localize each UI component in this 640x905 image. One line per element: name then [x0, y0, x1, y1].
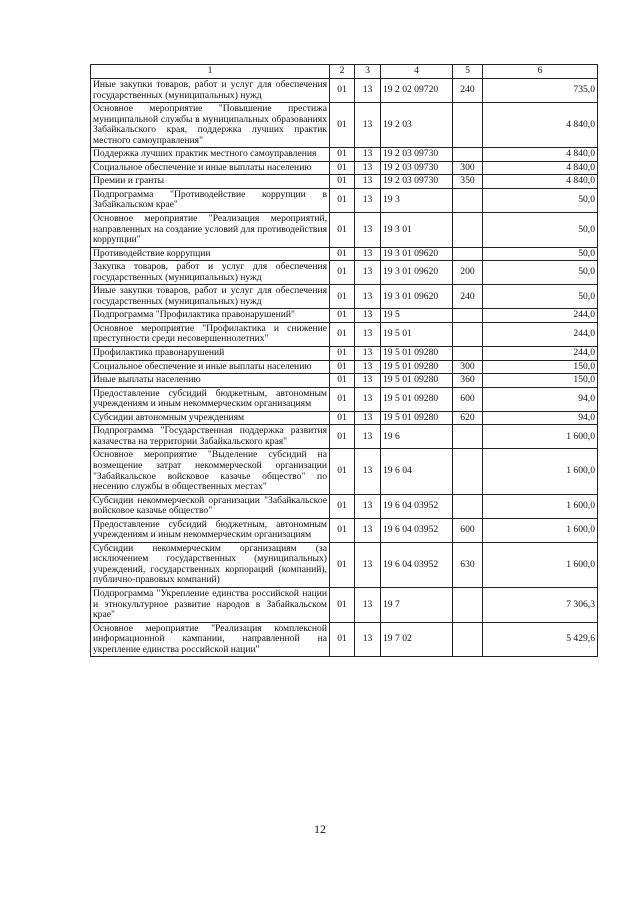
header-cell: 3 — [355, 65, 381, 79]
expense-type-cell: 300 — [453, 161, 483, 175]
amount-cell: 7 306,3 — [483, 587, 598, 622]
amount-cell: 50,0 — [483, 188, 598, 212]
row-name-cell: Подпрограмма "Государственная поддержка развития казачества на территории Забайкальского края" — [91, 425, 330, 449]
expense-type-cell — [453, 188, 483, 212]
target-article-cell: 19 7 02 — [381, 622, 453, 657]
target-article-cell: 19 2 02 09720 — [381, 79, 453, 103]
table-row — [91, 79, 598, 103]
section-cell: 01 — [330, 374, 355, 388]
expense-type-cell — [453, 449, 483, 494]
target-article-cell: 19 2 03 09730 — [381, 148, 453, 162]
expense-type-cell: 600 — [453, 518, 483, 542]
target-article-cell: 19 5 01 09280 — [381, 360, 453, 374]
amount-cell: 244,0 — [483, 347, 598, 361]
row-name-cell: Предоставление субсидий бюджетным, автономным учреждениям и иным некоммерческим организациям — [91, 518, 330, 542]
table-row — [91, 322, 598, 346]
subsection-cell: 13 — [355, 285, 381, 309]
expense-type-cell — [453, 494, 483, 518]
amount-cell: 4 840,0 — [483, 148, 598, 162]
amount-cell: 1 600,0 — [483, 518, 598, 542]
subsection-cell: 13 — [355, 148, 381, 162]
expense-type-cell — [453, 425, 483, 449]
row-name-cell: Социальное обеспечение и иные выплаты населению — [91, 360, 330, 374]
expense-type-cell — [453, 148, 483, 162]
table-row — [91, 188, 598, 212]
target-article-cell: 19 2 03 09730 — [381, 161, 453, 175]
target-article-cell: 19 2 03 — [381, 103, 453, 148]
header-cell: 4 — [381, 65, 453, 79]
section-cell: 01 — [330, 542, 355, 587]
subsection-cell: 13 — [355, 360, 381, 374]
expense-type-cell — [453, 347, 483, 361]
target-article-cell: 19 5 01 09280 — [381, 387, 453, 411]
expense-type-cell — [453, 247, 483, 261]
target-article-cell: 19 2 03 09730 — [381, 175, 453, 189]
section-cell: 01 — [330, 387, 355, 411]
target-article-cell: 19 6 04 03952 — [381, 494, 453, 518]
expense-type-cell — [453, 587, 483, 622]
row-name-cell: Подпрограмма "Укрепление единства российской нации и этнокультурное развитие народов в Забайкальском крае" — [91, 587, 330, 622]
section-cell: 01 — [330, 411, 355, 425]
section-cell: 01 — [330, 161, 355, 175]
expense-type-cell — [453, 622, 483, 657]
amount-cell: 94,0 — [483, 411, 598, 425]
row-name-cell: Противодействие коррупции — [91, 247, 330, 261]
row-name-cell: Иные закупки товаров, работ и услуг для обеспечения государственных (муниципальных) нужд — [91, 285, 330, 309]
section-cell: 01 — [330, 175, 355, 189]
subsection-cell: 13 — [355, 175, 381, 189]
amount-cell: 5 429,6 — [483, 622, 598, 657]
target-article-cell: 19 5 01 09280 — [381, 347, 453, 361]
subsection-cell: 13 — [355, 213, 381, 248]
row-name-cell: Субсидии некоммерческим организациям (за исключением государственных (муниципальных) учреждений, государственных корпораций (компаний), публично-правовых компаний) — [91, 542, 330, 587]
subsection-cell: 13 — [355, 374, 381, 388]
header-cell: 1 — [91, 65, 330, 79]
amount-cell: 1 600,0 — [483, 494, 598, 518]
target-article-cell: 19 3 01 09620 — [381, 261, 453, 285]
target-article-cell: 19 5 01 — [381, 322, 453, 346]
row-name-cell: Подпрограмма "Противодействие коррупции в Забайкальском крае" — [91, 188, 330, 212]
page-number: 12 — [314, 822, 326, 836]
amount-cell: 244,0 — [483, 322, 598, 346]
row-name-cell: Основное мероприятие "Выделение субсидий на возмещение затрат некоммерческой организации "Забайкальское войсковое казачье общество" по несению службы в общественных местах" — [91, 449, 330, 494]
subsection-cell: 13 — [355, 587, 381, 622]
expense-type-cell: 620 — [453, 411, 483, 425]
row-name-cell: Закупка товаров, работ и услуг для обеспечения государственных (муниципальных) нужд — [91, 261, 330, 285]
row-name-cell: Субсидии некоммерческой организации "Забайкальское войсковое казачье общество" — [91, 494, 330, 518]
amount-cell: 735,0 — [483, 79, 598, 103]
table-body — [91, 79, 598, 657]
row-name-cell: Социальное обеспечение и иные выплаты населению — [91, 161, 330, 175]
section-cell: 01 — [330, 322, 355, 346]
budget-table — [90, 64, 598, 657]
row-name-cell: Основное мероприятие "Повышение престижа муниципальной службы в муниципальных образованиях Забайкальского края, поддержка лучших практик местного самоуправления" — [91, 103, 330, 148]
subsection-cell: 13 — [355, 411, 381, 425]
amount-cell: 50,0 — [483, 213, 598, 248]
subsection-cell: 13 — [355, 425, 381, 449]
amount-cell: 4 840,0 — [483, 103, 598, 148]
table-row — [91, 411, 598, 425]
section-cell: 01 — [330, 494, 355, 518]
target-article-cell: 19 6 04 03952 — [381, 542, 453, 587]
subsection-cell: 13 — [355, 494, 381, 518]
subsection-cell: 13 — [355, 161, 381, 175]
amount-cell: 1 600,0 — [483, 542, 598, 587]
subsection-cell: 13 — [355, 622, 381, 657]
target-article-cell: 19 5 — [381, 309, 453, 323]
subsection-cell: 13 — [355, 322, 381, 346]
row-name-cell: Профилактика правонарушений — [91, 347, 330, 361]
section-cell: 01 — [330, 148, 355, 162]
section-cell: 01 — [330, 103, 355, 148]
subsection-cell: 13 — [355, 79, 381, 103]
table-row — [91, 360, 598, 374]
section-cell: 01 — [330, 247, 355, 261]
section-cell: 01 — [330, 518, 355, 542]
expense-type-cell — [453, 103, 483, 148]
table-row — [91, 449, 598, 494]
table-row — [91, 518, 598, 542]
row-name-cell: Иные закупки товаров, работ и услуг для обеспечения государственных (муниципальных) нужд — [91, 79, 330, 103]
subsection-cell: 13 — [355, 542, 381, 587]
section-cell: 01 — [330, 188, 355, 212]
row-name-cell: Предоставление субсидий бюджетным, автономным учреждениям и иным некоммерческим организациям — [91, 387, 330, 411]
amount-cell: 4 840,0 — [483, 161, 598, 175]
subsection-cell: 13 — [355, 188, 381, 212]
amount-cell: 1 600,0 — [483, 425, 598, 449]
row-name-cell: Основное мероприятие "Реализация мероприятий, направленных на создание условий для противодействия коррупции" — [91, 213, 330, 248]
section-cell: 01 — [330, 261, 355, 285]
header-cell: 6 — [483, 65, 598, 79]
expense-type-cell: 350 — [453, 175, 483, 189]
row-name-cell: Основное мероприятие "Профилактика и снижение преступности среди несовершеннолетних" — [91, 322, 330, 346]
table-header-row — [91, 65, 598, 79]
section-cell: 01 — [330, 425, 355, 449]
table-row — [91, 148, 598, 162]
table-row — [91, 161, 598, 175]
expense-type-cell — [453, 309, 483, 323]
subsection-cell: 13 — [355, 387, 381, 411]
target-article-cell: 19 3 — [381, 188, 453, 212]
table-row — [91, 103, 598, 148]
table-row — [91, 247, 598, 261]
table-row — [91, 347, 598, 361]
table-row — [91, 175, 598, 189]
table-row — [91, 622, 598, 657]
target-article-cell: 19 3 01 — [381, 213, 453, 248]
expense-type-cell: 360 — [453, 374, 483, 388]
expense-type-cell: 240 — [453, 285, 483, 309]
header-cell: 2 — [330, 65, 355, 79]
target-article-cell: 19 6 04 03952 — [381, 518, 453, 542]
expense-type-cell: 240 — [453, 79, 483, 103]
section-cell: 01 — [330, 360, 355, 374]
subsection-cell: 13 — [355, 449, 381, 494]
subsection-cell: 13 — [355, 518, 381, 542]
table-row — [91, 261, 598, 285]
expense-type-cell: 630 — [453, 542, 483, 587]
target-article-cell: 19 6 04 — [381, 449, 453, 494]
target-article-cell: 19 3 01 09620 — [381, 285, 453, 309]
amount-cell: 150,0 — [483, 360, 598, 374]
row-name-cell: Субсидии автономным учреждениям — [91, 411, 330, 425]
table-row — [91, 309, 598, 323]
table-row — [91, 285, 598, 309]
section-cell: 01 — [330, 285, 355, 309]
section-cell: 01 — [330, 79, 355, 103]
amount-cell: 50,0 — [483, 247, 598, 261]
amount-cell: 150,0 — [483, 374, 598, 388]
expense-type-cell — [453, 213, 483, 248]
section-cell: 01 — [330, 622, 355, 657]
target-article-cell: 19 6 — [381, 425, 453, 449]
target-article-cell: 19 7 — [381, 587, 453, 622]
subsection-cell: 13 — [355, 247, 381, 261]
section-cell: 01 — [330, 449, 355, 494]
amount-cell: 50,0 — [483, 261, 598, 285]
table-row — [91, 587, 598, 622]
subsection-cell: 13 — [355, 103, 381, 148]
header-cell: 5 — [453, 65, 483, 79]
amount-cell: 244,0 — [483, 309, 598, 323]
row-name-cell: Подпрограмма "Профилактика правонарушений" — [91, 309, 330, 323]
section-cell: 01 — [330, 587, 355, 622]
amount-cell: 50,0 — [483, 285, 598, 309]
expense-type-cell — [453, 322, 483, 346]
target-article-cell: 19 3 01 09620 — [381, 247, 453, 261]
subsection-cell: 13 — [355, 309, 381, 323]
amount-cell: 94,0 — [483, 387, 598, 411]
section-cell: 01 — [330, 213, 355, 248]
table-row — [91, 387, 598, 411]
table-row — [91, 425, 598, 449]
row-name-cell: Основное мероприятие "Реализация комплексной информационной кампании, направленной на укрепление единства российской нации" — [91, 622, 330, 657]
table-row — [91, 494, 598, 518]
subsection-cell: 13 — [355, 261, 381, 285]
row-name-cell: Премии и гранты — [91, 175, 330, 189]
section-cell: 01 — [330, 309, 355, 323]
row-name-cell: Иные выплаты населению — [91, 374, 330, 388]
amount-cell: 4 840,0 — [483, 175, 598, 189]
target-article-cell: 19 5 01 09280 — [381, 374, 453, 388]
table-row — [91, 374, 598, 388]
section-cell: 01 — [330, 347, 355, 361]
target-article-cell: 19 5 01 09280 — [381, 411, 453, 425]
subsection-cell: 13 — [355, 347, 381, 361]
expense-type-cell: 300 — [453, 360, 483, 374]
row-name-cell: Поддержка лучших практик местного самоуправления — [91, 148, 330, 162]
table-row — [91, 542, 598, 587]
amount-cell: 1 600,0 — [483, 449, 598, 494]
table-row — [91, 213, 598, 248]
expense-type-cell: 600 — [453, 387, 483, 411]
expense-type-cell: 200 — [453, 261, 483, 285]
